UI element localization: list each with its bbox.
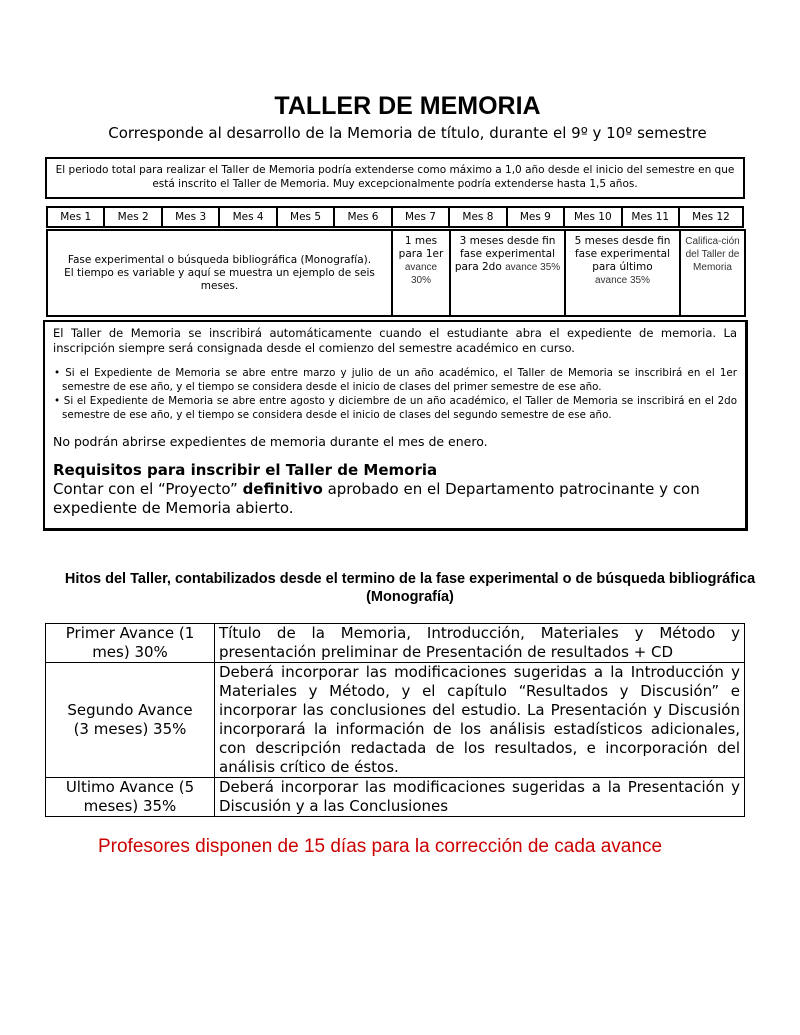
month-cell: Mes 10 (564, 207, 621, 227)
info-enero: No podrán abrirse expedientes de memoria durante el mes de enero. (53, 434, 488, 449)
month-cell: Mes 6 (334, 207, 391, 227)
months-table (46, 206, 744, 228)
phase-ultimo-avance (565, 230, 680, 316)
month-cell: Mes 12 (679, 207, 743, 227)
hitos-title: Hitos del Taller, contabilizados desde el termino de la fase experimental o de búsqueda bibliográfica (Monografía) (64, 571, 756, 605)
page-title: TALLER DE MEMORIA (274, 92, 541, 120)
month-cell: Mes 3 (162, 207, 219, 227)
month-cell: Mes 9 (507, 207, 564, 227)
phases-table (46, 229, 746, 317)
bullet-text: Si el Expediente de Memoria se abre entre marzo y julio de un año académico, el Taller de Memoria se inscribirá en el 1er semestre de ese año, y el tiempo se considera desde el inicio de clases del primer semestre de ese año. (62, 367, 737, 393)
info-box (43, 320, 748, 531)
phase-segundo-avance (450, 230, 565, 316)
info-bullet: • Si el Expediente de Memoria se abre entre marzo y julio de un año académico, el Taller de Memoria se inscribirá en el 1er semestre de ese año, y el tiempo se considera desde el inicio de clases del primer semestre de ese año. (54, 367, 737, 393)
month-cell: Mes 8 (449, 207, 506, 227)
phase-text: avance 35% (594, 275, 651, 286)
requisitos-heading: Requisitos para inscribir el Taller de Memoria (53, 461, 438, 479)
phase-experimental: Fase experimental o búsqueda bibliográfica (Monografía). El tiempo es variable y aquí se muestra un ejemplo de seis meses. (47, 230, 392, 316)
table-row (46, 778, 745, 817)
requisitos-text (53, 480, 737, 518)
table-row (46, 624, 745, 663)
month-cell: Mes 4 (219, 207, 276, 227)
phase-calificacion: Califica-ción del Taller de Memoria (680, 230, 745, 316)
req-text: aprobado en el Departamento patrocinante y con expediente de Memoria abierto. (53, 480, 700, 517)
hito-desc: Título de la Memoria, Introducción, Materiales y Método y presentación preliminar de Presentación de resultados + CD (215, 624, 745, 663)
info-bullets (53, 366, 737, 422)
phase-text: 5 meses desde fin fase experimental para último (574, 235, 671, 273)
phase-text: 1 mes para 1er (398, 235, 444, 260)
info-bullet: • Si el Expediente de Memoria se abre entre agosto y diciembre de un año académico, el Taller de Memoria se inscribirá en el 2do semestre de ese año, y el tiempo se considera desde el inicio de clases del segundo semestre de ese año. (54, 395, 737, 421)
hito-label: Segundo Avance (3 meses) 35% (46, 663, 215, 778)
req-text: Contar con el “Proyecto” (53, 480, 243, 498)
hito-label: Ultimo Avance (5 meses) 35% (46, 778, 215, 817)
info-intro: El Taller de Memoria se inscribirá automáticamente cuando el estudiante abra el expediente de memoria. La inscripción siempre será consignada desde el comienzo del semestre académico en curso. (53, 326, 737, 355)
phase-primer-avance (392, 230, 450, 316)
bullet-text: Si el Expediente de Memoria se abre entre agosto y diciembre de un año académico, el Taller de Memoria se inscribirá en el 2do semestre de ese año, y el tiempo se considera desde el inicio de clases del segundo semestre de ese año. (62, 395, 737, 421)
month-cell: Mes 5 (277, 207, 334, 227)
footer-note: Profesores disponen de 15 días para la corrección de cada avance (97, 836, 663, 857)
phase-text: 3 meses desde fin fase experimental para 2do (454, 235, 556, 273)
hitos-table (45, 623, 745, 817)
phase-text: avance 30% (404, 262, 438, 286)
periodo-box: El periodo total para realizar el Taller de Memoria podría extenderse como máximo a 1,0 año desde el inicio del semestre en que está inscrito el Taller de Memoria. Muy excepcionalmente podría extenderse hasta 1,5 años. (45, 157, 745, 199)
phase-text: avance 35% (505, 262, 561, 273)
hito-desc: Deberá incorporar las modificaciones sugeridas a la Introducción y Materiales y Método, y el capítulo “Resultados y Discusión” e incorporar las conclusiones del estudio. La Presentación y Discusión incorporará la información de los análisis estadísticos adicionales, con descripción redactada de los resultados, e incorporación del análisis crítico de éstos. (215, 663, 745, 778)
month-cell: Mes 1 (47, 207, 104, 227)
month-cell: Mes 7 (392, 207, 449, 227)
hito-label: Primer Avance (1 mes) 30% (46, 624, 215, 663)
page-subtitle: Corresponde al desarrollo de la Memoria de título, durante el 9º y 10º semestre (108, 124, 707, 142)
req-bold: definitivo (242, 480, 323, 498)
table-row (46, 663, 745, 778)
month-cell: Mes 2 (104, 207, 161, 227)
month-cell: Mes 11 (622, 207, 679, 227)
hito-desc: Deberá incorporar las modificaciones sugeridas a la Presentación y Discusión y a las Conclusiones (215, 778, 745, 817)
